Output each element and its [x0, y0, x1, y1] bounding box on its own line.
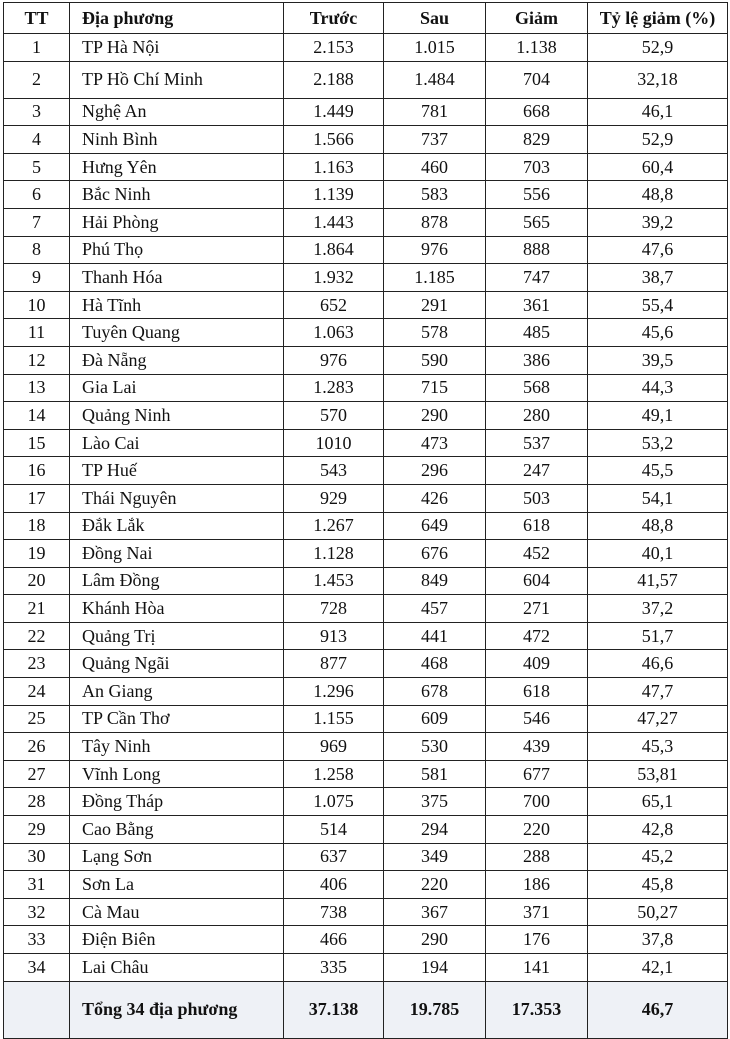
- cell-reduced: 565: [486, 208, 588, 236]
- cell-before: 1.283: [284, 374, 384, 402]
- cell-reduced: 220: [486, 816, 588, 844]
- cell-reduced: 618: [486, 678, 588, 706]
- cell-location: Nghệ An: [70, 98, 284, 126]
- cell-reduced: 537: [486, 429, 588, 457]
- cell-location: Cao Bằng: [70, 816, 284, 844]
- cell-location: Ninh Bình: [70, 126, 284, 154]
- cell-after: 578: [384, 319, 486, 347]
- table-row: [4, 622, 728, 650]
- cell-rate: 45,5: [588, 457, 728, 485]
- cell-rate: 46,1: [588, 98, 728, 126]
- cell-reduced: 704: [486, 61, 588, 98]
- cell-rate: 47,7: [588, 678, 728, 706]
- cell-reduced: 288: [486, 843, 588, 871]
- table-row: [4, 374, 728, 402]
- cell-reduced: 176: [486, 926, 588, 954]
- cell-tt: 5: [4, 153, 70, 181]
- total-after: 19.785: [384, 981, 486, 1038]
- cell-after: 349: [384, 843, 486, 871]
- cell-tt: 3: [4, 98, 70, 126]
- cell-after: 878: [384, 208, 486, 236]
- cell-before: 406: [284, 871, 384, 899]
- cell-location: TP Hà Nội: [70, 34, 284, 62]
- cell-after: 194: [384, 954, 486, 982]
- cell-before: 976: [284, 346, 384, 374]
- cell-reduced: 371: [486, 898, 588, 926]
- cell-reduced: 439: [486, 733, 588, 761]
- cell-tt: 23: [4, 650, 70, 678]
- cell-before: 1.139: [284, 181, 384, 209]
- table-row: [4, 291, 728, 319]
- cell-location: Khánh Hòa: [70, 595, 284, 623]
- cell-location: Đồng Tháp: [70, 788, 284, 816]
- cell-tt: 30: [4, 843, 70, 871]
- table-row: [4, 595, 728, 623]
- cell-rate: 47,27: [588, 705, 728, 733]
- cell-after: 976: [384, 236, 486, 264]
- cell-before: 913: [284, 622, 384, 650]
- cell-after: 473: [384, 429, 486, 457]
- table-row: [4, 208, 728, 236]
- table-row: [4, 402, 728, 430]
- cell-rate: 55,4: [588, 291, 728, 319]
- cell-reduced: 409: [486, 650, 588, 678]
- cell-tt: 18: [4, 512, 70, 540]
- cell-reduced: 604: [486, 567, 588, 595]
- header-tt: TT: [4, 3, 70, 34]
- cell-reduced: 556: [486, 181, 588, 209]
- cell-before: 570: [284, 402, 384, 430]
- cell-tt: 13: [4, 374, 70, 402]
- cell-reduced: 829: [486, 126, 588, 154]
- table-row: [4, 954, 728, 982]
- cell-location: Hưng Yên: [70, 153, 284, 181]
- cell-reduced: 485: [486, 319, 588, 347]
- table-row: [4, 457, 728, 485]
- table-row: [4, 153, 728, 181]
- cell-location: Sơn La: [70, 871, 284, 899]
- cell-rate: 38,7: [588, 264, 728, 292]
- cell-rate: 51,7: [588, 622, 728, 650]
- table-row: [4, 512, 728, 540]
- cell-reduced: 888: [486, 236, 588, 264]
- total-tt: [4, 981, 70, 1038]
- cell-reduced: 618: [486, 512, 588, 540]
- cell-before: 969: [284, 733, 384, 761]
- cell-after: 737: [384, 126, 486, 154]
- cell-location: Vĩnh Long: [70, 760, 284, 788]
- table-row: [4, 788, 728, 816]
- cell-after: 609: [384, 705, 486, 733]
- cell-location: Phú Thọ: [70, 236, 284, 264]
- cell-rate: 42,8: [588, 816, 728, 844]
- cell-after: 296: [384, 457, 486, 485]
- cell-after: 1.185: [384, 264, 486, 292]
- cell-rate: 54,1: [588, 484, 728, 512]
- cell-before: 1.075: [284, 788, 384, 816]
- cell-reduced: 141: [486, 954, 588, 982]
- cell-before: 2.153: [284, 34, 384, 62]
- cell-rate: 44,3: [588, 374, 728, 402]
- cell-before: 543: [284, 457, 384, 485]
- cell-before: 1.163: [284, 153, 384, 181]
- cell-before: 514: [284, 816, 384, 844]
- header-before: Trước: [284, 3, 384, 34]
- header-rate: Tỷ lệ giảm (%): [588, 3, 728, 34]
- cell-rate: 47,6: [588, 236, 728, 264]
- cell-tt: 29: [4, 816, 70, 844]
- cell-before: 466: [284, 926, 384, 954]
- cell-tt: 1: [4, 34, 70, 62]
- cell-reduced: 452: [486, 540, 588, 568]
- cell-before: 929: [284, 484, 384, 512]
- cell-rate: 45,8: [588, 871, 728, 899]
- total-row: [4, 981, 728, 1038]
- cell-after: 441: [384, 622, 486, 650]
- table-row: [4, 429, 728, 457]
- cell-rate: 48,8: [588, 181, 728, 209]
- table-row: [4, 61, 728, 98]
- cell-before: 1.128: [284, 540, 384, 568]
- cell-reduced: 546: [486, 705, 588, 733]
- cell-after: 678: [384, 678, 486, 706]
- total-before: 37.138: [284, 981, 384, 1038]
- cell-tt: 14: [4, 402, 70, 430]
- cell-tt: 10: [4, 291, 70, 319]
- cell-before: 1.566: [284, 126, 384, 154]
- cell-tt: 19: [4, 540, 70, 568]
- header-after: Sau: [384, 3, 486, 34]
- cell-rate: 37,8: [588, 926, 728, 954]
- cell-rate: 46,6: [588, 650, 728, 678]
- header-location: Địa phương: [70, 3, 284, 34]
- cell-location: Hà Tĩnh: [70, 291, 284, 319]
- cell-before: 738: [284, 898, 384, 926]
- cell-location: Quảng Trị: [70, 622, 284, 650]
- cell-reduced: 568: [486, 374, 588, 402]
- cell-after: 1.484: [384, 61, 486, 98]
- table-row: [4, 760, 728, 788]
- table-row: [4, 484, 728, 512]
- cell-before: 728: [284, 595, 384, 623]
- total-label: Tổng 34 địa phương: [70, 981, 284, 1038]
- cell-rate: 53,81: [588, 760, 728, 788]
- cell-after: 460: [384, 153, 486, 181]
- cell-location: Quảng Ninh: [70, 402, 284, 430]
- header-reduced: Giảm: [486, 3, 588, 34]
- table-row: [4, 181, 728, 209]
- cell-rate: 42,1: [588, 954, 728, 982]
- cell-after: 676: [384, 540, 486, 568]
- cell-location: Lạng Sơn: [70, 843, 284, 871]
- cell-tt: 12: [4, 346, 70, 374]
- cell-rate: 32,18: [588, 61, 728, 98]
- cell-before: 2.188: [284, 61, 384, 98]
- table-row: [4, 98, 728, 126]
- cell-tt: 27: [4, 760, 70, 788]
- cell-tt: 34: [4, 954, 70, 982]
- table-row: [4, 319, 728, 347]
- cell-before: 1.453: [284, 567, 384, 595]
- cell-tt: 9: [4, 264, 70, 292]
- cell-reduced: 472: [486, 622, 588, 650]
- cell-before: 637: [284, 843, 384, 871]
- table-row: [4, 236, 728, 264]
- table-row: [4, 678, 728, 706]
- table-row: [4, 650, 728, 678]
- cell-rate: 45,6: [588, 319, 728, 347]
- table-row: [4, 871, 728, 899]
- cell-rate: 53,2: [588, 429, 728, 457]
- cell-location: Tây Ninh: [70, 733, 284, 761]
- cell-after: 530: [384, 733, 486, 761]
- cell-rate: 45,2: [588, 843, 728, 871]
- cell-before: 652: [284, 291, 384, 319]
- cell-after: 457: [384, 595, 486, 623]
- cell-reduced: 386: [486, 346, 588, 374]
- cell-tt: 28: [4, 788, 70, 816]
- cell-rate: 39,5: [588, 346, 728, 374]
- cell-location: Thái Nguyên: [70, 484, 284, 512]
- cell-location: TP Cần Thơ: [70, 705, 284, 733]
- cell-location: Bắc Ninh: [70, 181, 284, 209]
- cell-reduced: 1.138: [486, 34, 588, 62]
- table-row: [4, 34, 728, 62]
- cell-location: Điện Biên: [70, 926, 284, 954]
- cell-rate: 37,2: [588, 595, 728, 623]
- cell-tt: 8: [4, 236, 70, 264]
- cell-reduced: 677: [486, 760, 588, 788]
- cell-before: 1.267: [284, 512, 384, 540]
- table-row: [4, 843, 728, 871]
- cell-tt: 25: [4, 705, 70, 733]
- cell-before: 1.864: [284, 236, 384, 264]
- cell-tt: 33: [4, 926, 70, 954]
- cell-rate: 52,9: [588, 126, 728, 154]
- cell-reduced: 361: [486, 291, 588, 319]
- cell-tt: 21: [4, 595, 70, 623]
- cell-after: 590: [384, 346, 486, 374]
- cell-after: 581: [384, 760, 486, 788]
- table-row: [4, 705, 728, 733]
- cell-before: 1.296: [284, 678, 384, 706]
- cell-reduced: 503: [486, 484, 588, 512]
- cell-location: Lai Châu: [70, 954, 284, 982]
- table-row: [4, 898, 728, 926]
- cell-tt: 22: [4, 622, 70, 650]
- cell-location: Quảng Ngãi: [70, 650, 284, 678]
- table-row: [4, 926, 728, 954]
- cell-rate: 48,8: [588, 512, 728, 540]
- cell-tt: 6: [4, 181, 70, 209]
- locality-reduction-table: [3, 2, 728, 1039]
- cell-reduced: 271: [486, 595, 588, 623]
- cell-location: Hải Phòng: [70, 208, 284, 236]
- cell-after: 375: [384, 788, 486, 816]
- cell-rate: 45,3: [588, 733, 728, 761]
- table-header: [4, 3, 728, 34]
- cell-tt: 2: [4, 61, 70, 98]
- cell-rate: 41,57: [588, 567, 728, 595]
- cell-before: 1.258: [284, 760, 384, 788]
- cell-after: 367: [384, 898, 486, 926]
- cell-before: 1.449: [284, 98, 384, 126]
- cell-reduced: 247: [486, 457, 588, 485]
- cell-after: 1.015: [384, 34, 486, 62]
- table-row: [4, 126, 728, 154]
- cell-after: 715: [384, 374, 486, 402]
- table-row: [4, 264, 728, 292]
- cell-tt: 7: [4, 208, 70, 236]
- table-row: [4, 733, 728, 761]
- cell-after: 649: [384, 512, 486, 540]
- cell-after: 583: [384, 181, 486, 209]
- cell-reduced: 280: [486, 402, 588, 430]
- cell-location: Đà Nẵng: [70, 346, 284, 374]
- cell-reduced: 668: [486, 98, 588, 126]
- total-reduced: 17.353: [486, 981, 588, 1038]
- cell-after: 290: [384, 402, 486, 430]
- cell-before: 1.932: [284, 264, 384, 292]
- cell-tt: 31: [4, 871, 70, 899]
- cell-tt: 16: [4, 457, 70, 485]
- cell-before: 877: [284, 650, 384, 678]
- cell-location: Đắk Lắk: [70, 512, 284, 540]
- cell-location: Lào Cai: [70, 429, 284, 457]
- cell-after: 290: [384, 926, 486, 954]
- cell-tt: 4: [4, 126, 70, 154]
- cell-location: Đồng Nai: [70, 540, 284, 568]
- cell-tt: 26: [4, 733, 70, 761]
- total-rate: 46,7: [588, 981, 728, 1038]
- cell-after: 426: [384, 484, 486, 512]
- cell-rate: 39,2: [588, 208, 728, 236]
- cell-before: 335: [284, 954, 384, 982]
- cell-rate: 40,1: [588, 540, 728, 568]
- cell-reduced: 747: [486, 264, 588, 292]
- cell-location: Gia Lai: [70, 374, 284, 402]
- cell-tt: 32: [4, 898, 70, 926]
- cell-after: 291: [384, 291, 486, 319]
- cell-reduced: 700: [486, 788, 588, 816]
- cell-before: 1.155: [284, 705, 384, 733]
- cell-location: TP Huế: [70, 457, 284, 485]
- cell-tt: 24: [4, 678, 70, 706]
- cell-after: 294: [384, 816, 486, 844]
- table-row: [4, 567, 728, 595]
- cell-rate: 65,1: [588, 788, 728, 816]
- cell-before: 1.063: [284, 319, 384, 347]
- cell-after: 781: [384, 98, 486, 126]
- cell-rate: 50,27: [588, 898, 728, 926]
- cell-after: 849: [384, 567, 486, 595]
- cell-reduced: 186: [486, 871, 588, 899]
- table-body: [4, 34, 728, 982]
- cell-rate: 52,9: [588, 34, 728, 62]
- cell-tt: 20: [4, 567, 70, 595]
- cell-tt: 17: [4, 484, 70, 512]
- cell-before: 1010: [284, 429, 384, 457]
- cell-after: 468: [384, 650, 486, 678]
- cell-location: Thanh Hóa: [70, 264, 284, 292]
- cell-location: Lâm Đồng: [70, 567, 284, 595]
- cell-location: TP Hồ Chí Minh: [70, 61, 284, 98]
- table-row: [4, 816, 728, 844]
- cell-location: An Giang: [70, 678, 284, 706]
- table-footer: [4, 981, 728, 1038]
- header-row: [4, 3, 728, 34]
- table-container: [3, 2, 727, 1039]
- cell-location: Tuyên Quang: [70, 319, 284, 347]
- cell-tt: 15: [4, 429, 70, 457]
- cell-after: 220: [384, 871, 486, 899]
- table-row: [4, 346, 728, 374]
- cell-tt: 11: [4, 319, 70, 347]
- table-row: [4, 540, 728, 568]
- cell-location: Cà Mau: [70, 898, 284, 926]
- cell-rate: 49,1: [588, 402, 728, 430]
- cell-rate: 60,4: [588, 153, 728, 181]
- cell-before: 1.443: [284, 208, 384, 236]
- cell-reduced: 703: [486, 153, 588, 181]
